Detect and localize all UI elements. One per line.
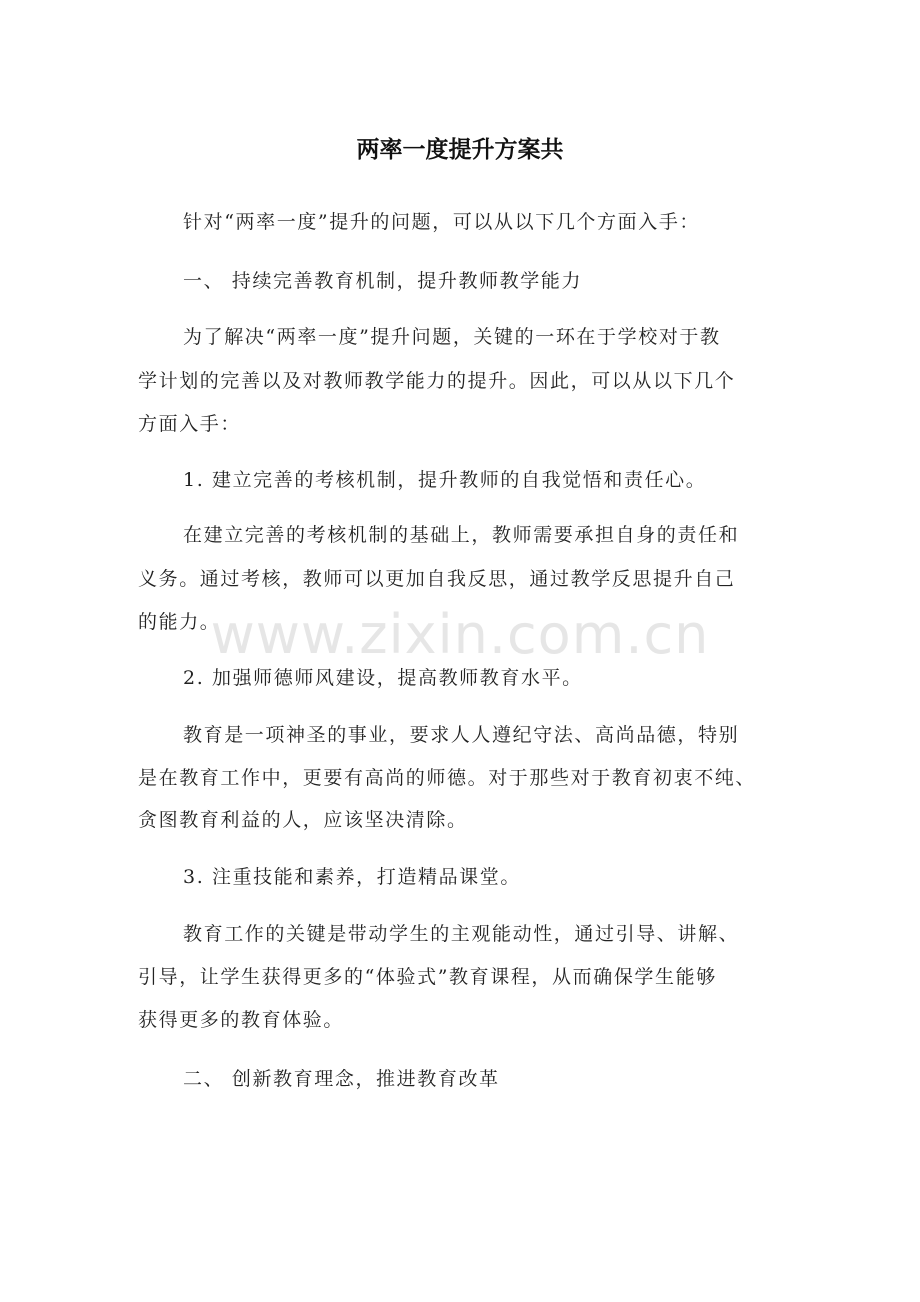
section-2-heading: 二、 创新教育理念，推进教育改革 xyxy=(183,1068,500,1090)
paragraph-1-line-2: 学计划的完善以及对教师教学能力的提升。因此，可以从以下几个 xyxy=(138,370,736,392)
paragraph-1-line-1: 为了解决“两率一度”提升问题，关键的一环在于学校对于教 xyxy=(183,326,721,348)
watermark: www.zixin.com.cn xyxy=(210,603,710,666)
item-3-line-3: 获得更多的教育体验。 xyxy=(138,1009,345,1031)
item-1-heading: 1. 建立完善的考核机制，提升教师的自我觉悟和责任心。 xyxy=(183,469,707,491)
item-3-heading: 3. 注重技能和素养，打造精品课堂。 xyxy=(183,866,521,888)
document-title: 两率一度提升方案共 xyxy=(356,137,564,163)
item-3-line-2: 引导，让学生获得更多的“体验式”教育课程，从而确保学生能够 xyxy=(138,966,717,988)
item-2-line-1: 教育是一项神圣的事业，要求人人遵纪守法、高尚品德，特别 xyxy=(183,724,740,746)
item-3-line-1: 教育工作的关键是带动学生的主观能动性，通过引导、讲解、 xyxy=(183,923,740,945)
item-2-line-2: 是在教育工作中，更要有高尚的师德。对于那些对于教育初衷不纯、 xyxy=(138,767,757,789)
intro-line: 针对“两率一度”提升的问题，可以从以下几个方面入手： xyxy=(183,211,701,233)
item-2-heading: 2. 加强师德师风建设，提高教师教育水平。 xyxy=(183,667,583,689)
item-1-line-3: 的能力。 xyxy=(138,611,221,633)
item-1-line-1: 在建立完善的考核机制的基础上，教师需要承担自身的责任和 xyxy=(183,524,740,546)
item-1-line-2: 义务。通过考核，教师可以更加自我反思，通过教学反思提升自己 xyxy=(138,568,736,590)
paragraph-1-line-3: 方面入手： xyxy=(138,413,242,435)
item-2-line-3: 贪图教育利益的人，应该坚决清除。 xyxy=(138,809,468,831)
section-1-heading: 一、 持续完善教育机制，提升教师教学能力 xyxy=(183,270,583,292)
